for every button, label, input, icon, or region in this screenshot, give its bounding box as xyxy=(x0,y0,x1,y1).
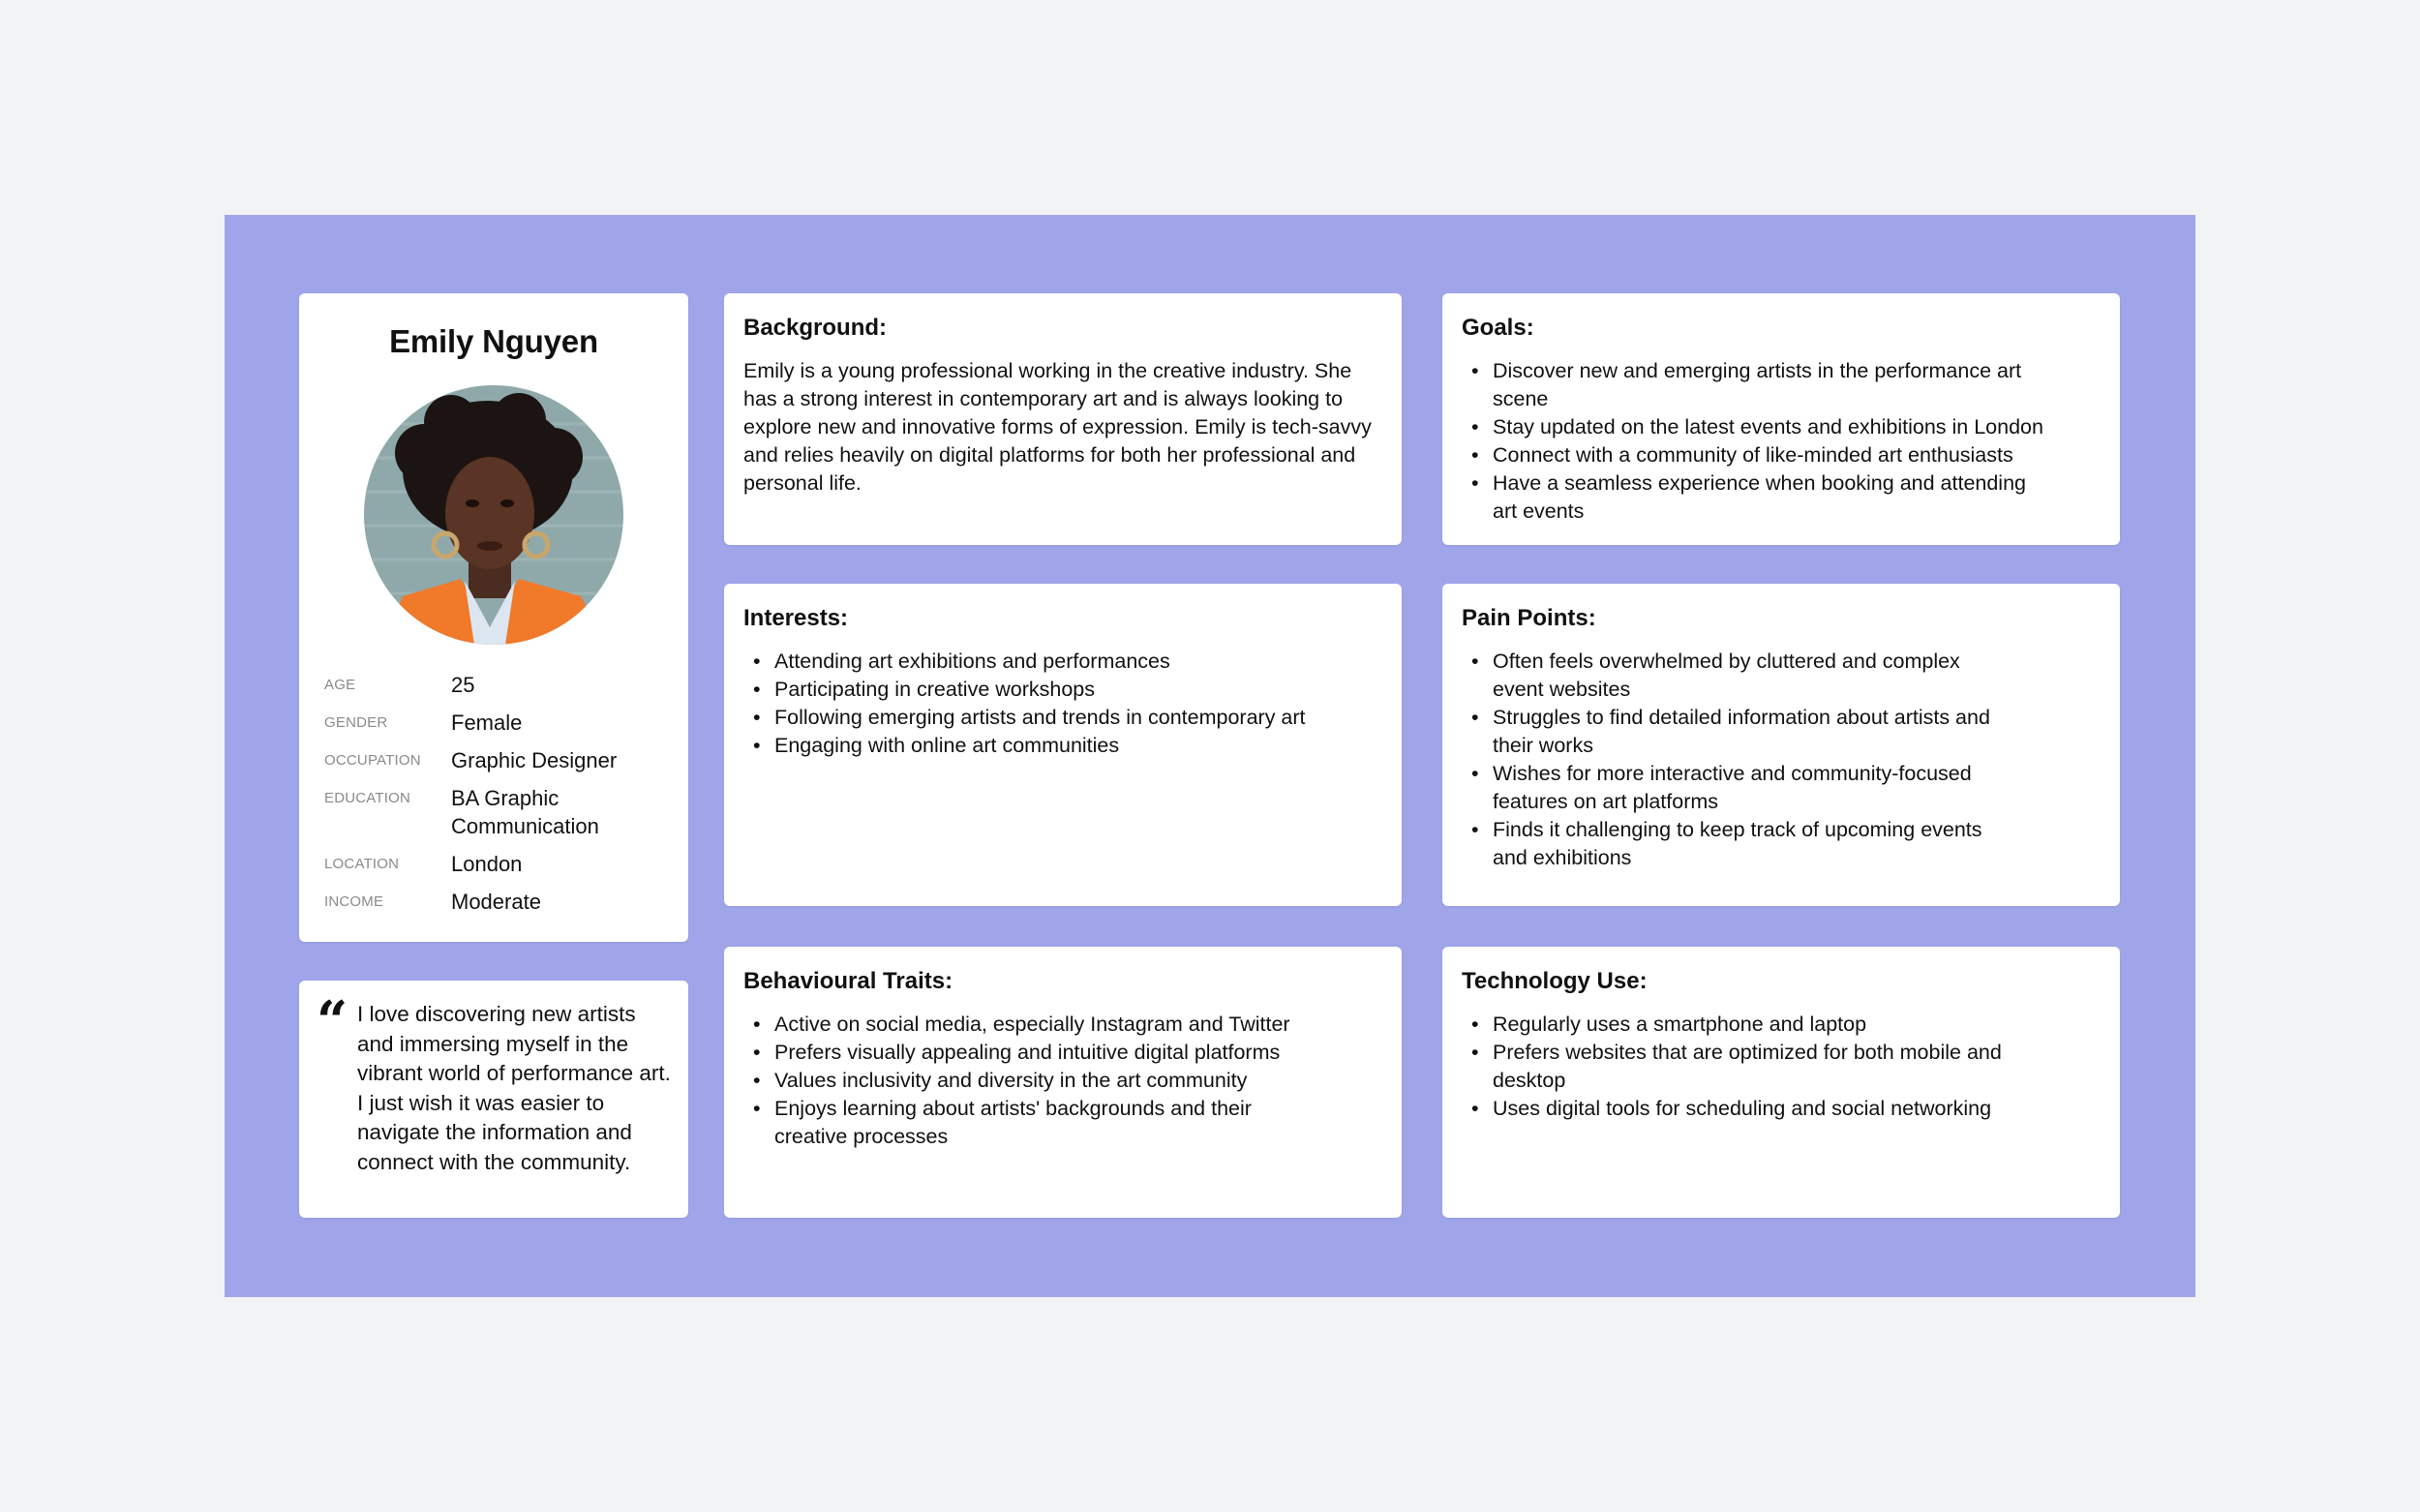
list-item: • Struggles to find detailed information about artists and their works xyxy=(1462,704,2033,760)
technology-use-list xyxy=(1462,1011,2101,1123)
list-item: • Connect with a community of like-minded art enthusiasts xyxy=(1462,441,2101,469)
persona-avatar xyxy=(364,385,623,645)
list-item: • Prefers visually appealing and intuitive digital platforms xyxy=(743,1039,1382,1067)
attr-label: GENDER xyxy=(324,714,388,731)
attr-value: BA Graphic Communication xyxy=(451,786,599,838)
list-item: • Participating in creative workshops xyxy=(743,676,1382,704)
goals-title: Goals: xyxy=(1462,315,1534,341)
pain-points-list xyxy=(1462,648,2101,872)
list-item: • Following emerging artists and trends in contemporary art xyxy=(743,704,1382,732)
behavioural-traits-title: Behavioural Traits: xyxy=(743,968,953,994)
attr-value: Female xyxy=(451,711,523,735)
list-item: • Prefers websites that are optimized for both mobile and desktop xyxy=(1462,1039,2004,1095)
list-item: • Wishes for more interactive and community-focused features on art platforms xyxy=(1462,760,2004,816)
background-text: Emily is a young professional working in the creative industry. She has a strong interest in contemporary art and is always looking to explore new and innovative forms of expression. Emily is tech-savvy and relies heavily on digital platforms for both her professional and personal life. xyxy=(743,359,1372,495)
list-item: • Enjoys learning about artists' backgrounds and their creative processes xyxy=(743,1095,1286,1151)
behavioural-traits-list xyxy=(743,1011,1382,1151)
list-item: • Attending art exhibitions and performances xyxy=(743,648,1382,676)
attr-label: LOCATION xyxy=(324,856,400,872)
attr-value: Graphic Designer xyxy=(451,748,618,772)
attr-label: OCCUPATION xyxy=(324,752,421,769)
attr-label: AGE xyxy=(324,677,356,693)
list-item: • Finds it challenging to keep track of upcoming events and exhibitions xyxy=(1462,816,2004,872)
attr-education xyxy=(324,784,673,840)
persona-attributes xyxy=(324,671,673,925)
technology-use-title: Technology Use: xyxy=(1462,968,1648,994)
attr-value: 25 xyxy=(451,673,475,697)
attr-value: Moderate xyxy=(451,890,541,914)
list-item: • Have a seamless experience when booking and attending art events xyxy=(1462,469,2042,526)
persona-name: Emily Nguyen xyxy=(389,323,598,359)
attr-gender xyxy=(324,709,673,737)
quote-card xyxy=(299,981,688,1218)
persona-board xyxy=(225,215,2195,1297)
goals-card xyxy=(1442,293,2120,545)
list-item: • Discover new and emerging artists in the performance art scene xyxy=(1462,357,2042,413)
pain-points-card xyxy=(1442,584,2120,906)
list-item: • Often feels overwhelmed by cluttered and complex event websites xyxy=(1462,648,2004,704)
interests-card xyxy=(724,584,1402,906)
attr-value: London xyxy=(451,852,523,876)
technology-use-card xyxy=(1442,947,2120,1218)
behavioural-traits-card xyxy=(724,947,1402,1218)
interests-list xyxy=(743,648,1382,760)
list-item: • Stay updated on the latest events and exhibitions in London xyxy=(1462,413,2101,441)
profile-card xyxy=(299,293,688,942)
pain-points-title: Pain Points: xyxy=(1462,605,1596,631)
persona-quote: I love discovering new artists and immersing myself in the vibrant world of performance art. I just wish it was easier to navigate the information and connect with the community. xyxy=(357,1002,671,1174)
quote-mark-icon: “ xyxy=(317,989,348,1053)
attr-location xyxy=(324,850,673,878)
list-item: • Engaging with online art communities xyxy=(743,732,1382,760)
list-item: • Regularly uses a smartphone and laptop xyxy=(1462,1011,2101,1039)
attr-label: INCOME xyxy=(324,893,384,910)
attr-age xyxy=(324,671,673,699)
attr-label: EDUCATION xyxy=(324,790,411,806)
background-card xyxy=(724,293,1402,545)
list-item: • Active on social media, especially Instagram and Twitter xyxy=(743,1011,1382,1039)
interests-title: Interests: xyxy=(743,605,849,631)
background-title: Background: xyxy=(743,315,888,341)
attr-income xyxy=(324,888,673,916)
goals-list xyxy=(1462,357,2101,526)
list-item: • Uses digital tools for scheduling and social networking xyxy=(1462,1095,2101,1123)
list-item: • Values inclusivity and diversity in the art community xyxy=(743,1067,1382,1095)
attr-occupation xyxy=(324,746,673,774)
